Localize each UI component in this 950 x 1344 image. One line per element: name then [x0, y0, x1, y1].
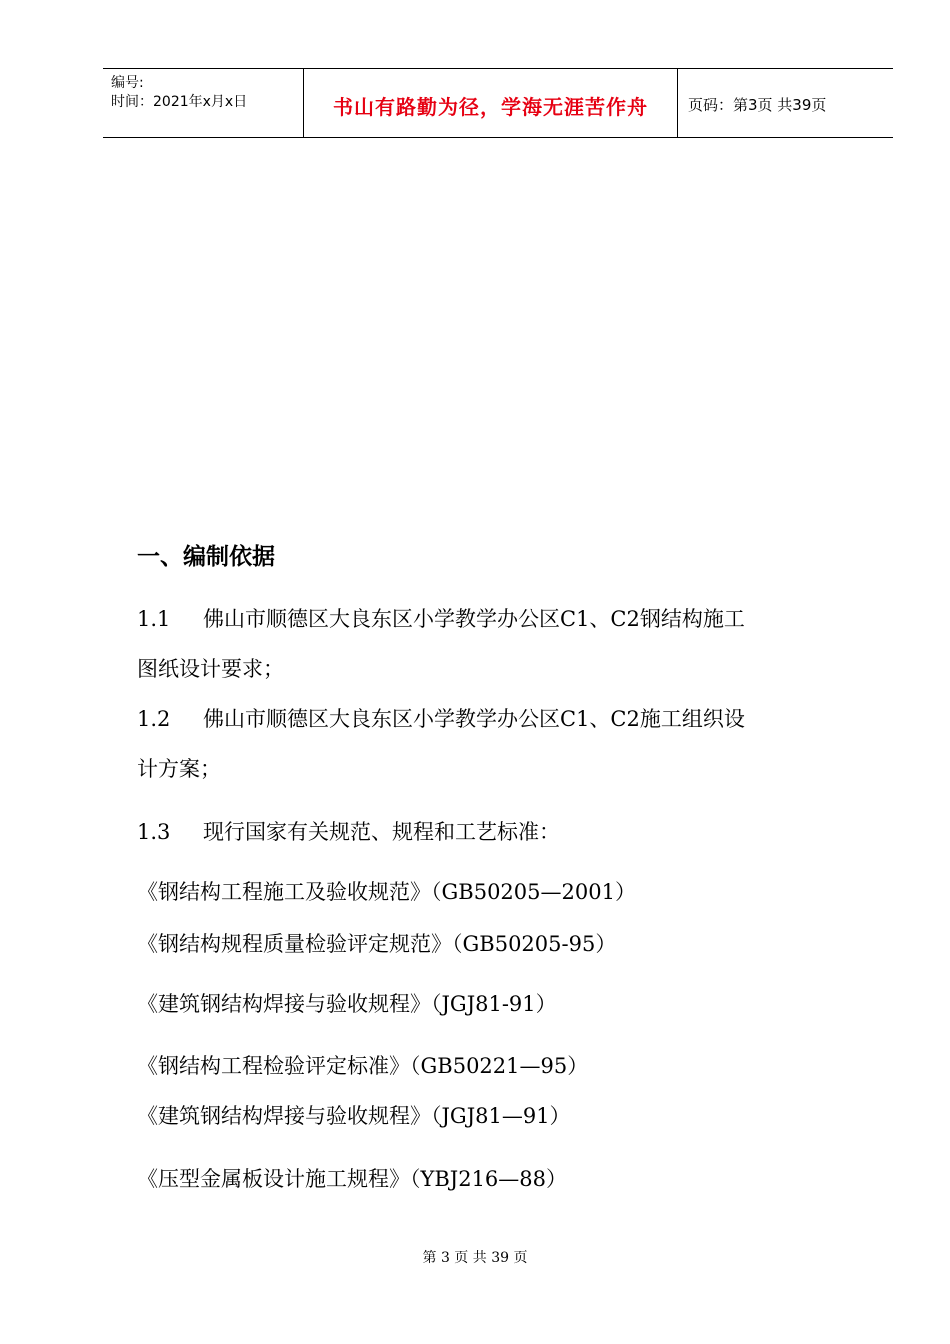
- header-meta-cell: [103, 69, 304, 137]
- item-number: 1.3: [137, 820, 171, 844]
- header-page-cell: [678, 69, 893, 137]
- item-1-1-continuation: 图纸设计要求；: [137, 657, 284, 681]
- item-text: 佛山市顺德区大良东区小学教学办公区C1、C2施工组织设: [203, 707, 745, 731]
- doc-time-label: 时间：2021年x月x日: [111, 94, 248, 110]
- header-page-info: 页码：第3页 共39页: [688, 96, 827, 114]
- item-1-1: [137, 603, 745, 633]
- item-number: 1.2: [137, 707, 171, 731]
- item-1-2-continuation: 计方案；: [137, 757, 221, 781]
- item-1-2: [137, 703, 745, 733]
- standard-item: 《钢结构工程检验评定标准》（GB50221—95）: [137, 1054, 589, 1078]
- page-footer: 第 3 页 共 39 页: [422, 1250, 528, 1266]
- doc-code-label: 编号:: [111, 75, 144, 91]
- section-title: 一、编制依据: [137, 544, 275, 570]
- item-1-3: [137, 816, 560, 846]
- header-motto: 书山有路勤为径，学海无涯苦作舟: [333, 95, 648, 119]
- standard-item: 《钢结构规程质量检验评定规范》（GB50205-95）: [137, 932, 617, 956]
- standard-item: 《压型金属板设计施工规程》（YBJ216—88）: [137, 1167, 568, 1191]
- header-motto-cell: [304, 69, 678, 137]
- item-text: 佛山市顺德区大良东区小学教学办公区C1、C2钢结构施工: [203, 607, 745, 631]
- standard-item: 《建筑钢结构焊接与验收规程》（JGJ81-91）: [137, 992, 557, 1016]
- item-number: 1.1: [137, 607, 171, 631]
- standard-item: 《建筑钢结构焊接与验收规程》（JGJ81—91）: [137, 1104, 571, 1128]
- item-text: 现行国家有关规范、规程和工艺标准：: [203, 820, 560, 844]
- page-header: [103, 68, 893, 138]
- standard-item: 《钢结构工程施工及验收规范》（GB50205—2001）: [137, 880, 636, 904]
